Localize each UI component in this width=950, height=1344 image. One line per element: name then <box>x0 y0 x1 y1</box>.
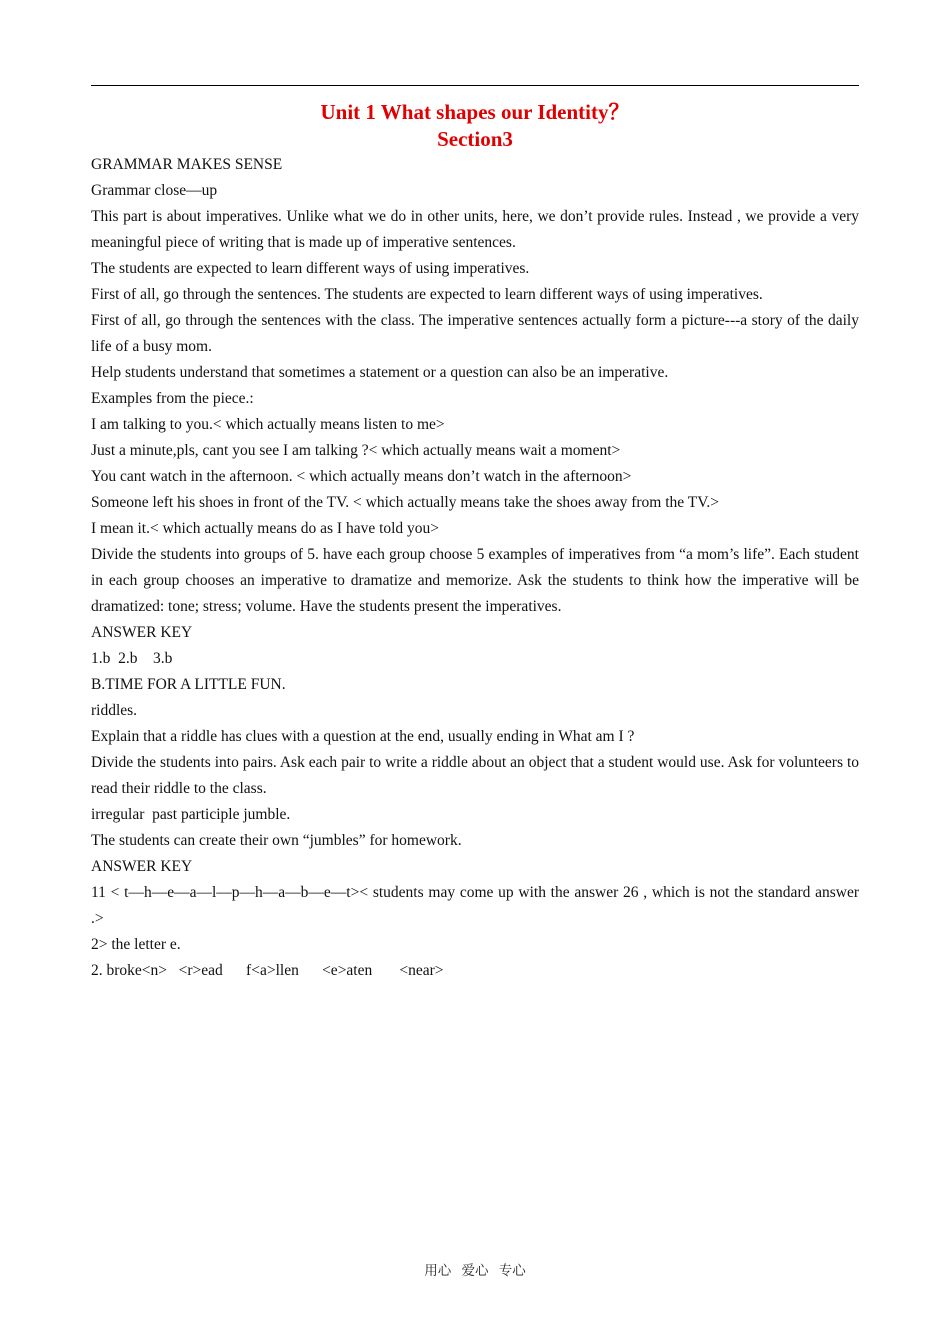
document-title <box>91 99 859 153</box>
paragraph-explain-riddle: Explain that a riddle has clues with a question at the end, usually ending in What am I ? <box>91 728 635 745</box>
paragraph-about-imperatives: This part is about imperatives. Unlike what we do in other units, here, we don’t provide rules. Instead , we provide a very meaningful piece of writing that is made up of imperative sentences. <box>91 208 859 251</box>
answer-line-past-participles: 2. broke<n> <r>ead f<a>llen <e>aten <near> <box>91 962 444 979</box>
paragraph-divide-pairs: Divide the students into pairs. Ask each pair to write a riddle about an object that a student would use. Ask for volunteers to read their riddle to the class. <box>91 754 859 797</box>
paragraph-homework: The students can create their own “jumbles” for homework. <box>91 832 462 849</box>
example-line: I am talking to you.< which actually means listen to me> <box>91 416 445 433</box>
header-rule <box>91 85 859 86</box>
paragraph-help-students: Help students understand that sometimes a statement or a question can also be an imperative. <box>91 364 669 381</box>
subheading-jumble: irregular past participle jumble. <box>91 806 291 823</box>
subheading-riddles: riddles. <box>91 702 138 719</box>
example-line: Just a minute,pls, cant you see I am talking ?< which actually means wait a moment> <box>91 442 621 459</box>
answer-line: 1.b 2.b 3.b <box>91 650 173 667</box>
subheading-grammar-close-up: Grammar close—up <box>91 182 218 199</box>
answer-line-letter-e: 2> the letter e. <box>91 936 181 953</box>
paragraph-go-through: First of all, go through the sentences. The students are expected to learn different ways of using imperatives. <box>91 286 763 303</box>
heading-answer-key: ANSWER KEY <box>91 624 193 641</box>
example-line: Someone left his shoes in front of the TV. < which actually means take the shoes away from the TV.> <box>91 494 720 511</box>
document-body <box>91 152 859 984</box>
paragraph-divide-groups: Divide the students into groups of 5. have each group choose 5 examples of imperatives from “a mom’s life”. Each student in each group chooses an imperative to dramatize and memorize. Ask the students to think how the imperative will be dramatized: tone; stress; volume. Have the students present the imperatives. <box>91 546 859 615</box>
title-section: Section3 <box>437 127 513 151</box>
heading-answer-key-2: ANSWER KEY <box>91 858 193 875</box>
page-footer: 用心 爱心 专心 <box>424 1263 526 1279</box>
example-line: You cant watch in the afternoon. < which actually means don’t watch in the afternoon> <box>91 468 632 485</box>
example-line: I mean it.< which actually means do as I have told you> <box>91 520 440 537</box>
paragraph-go-through-class: First of all, go through the sentences with the class. The imperative sentences actually form a picture---a story of the daily life of a busy mom. <box>91 312 859 355</box>
heading-time-for-fun: B.TIME FOR A LITTLE FUN. <box>91 676 286 693</box>
title-unit: Unit 1 What shapes our Identity？ <box>320 100 630 124</box>
paragraph-expected-learning: The students are expected to learn different ways of using imperatives. <box>91 260 530 277</box>
heading-grammar-makes-sense: GRAMMAR MAKES SENSE <box>91 156 283 173</box>
paragraph-examples-label: Examples from the piece.: <box>91 390 254 407</box>
answer-line-alphabet: 11 < t—h—e—a—l—p—h—a—b—e—t>< students may come up with the answer 26 , which is not the standard answer .> <box>91 884 859 927</box>
